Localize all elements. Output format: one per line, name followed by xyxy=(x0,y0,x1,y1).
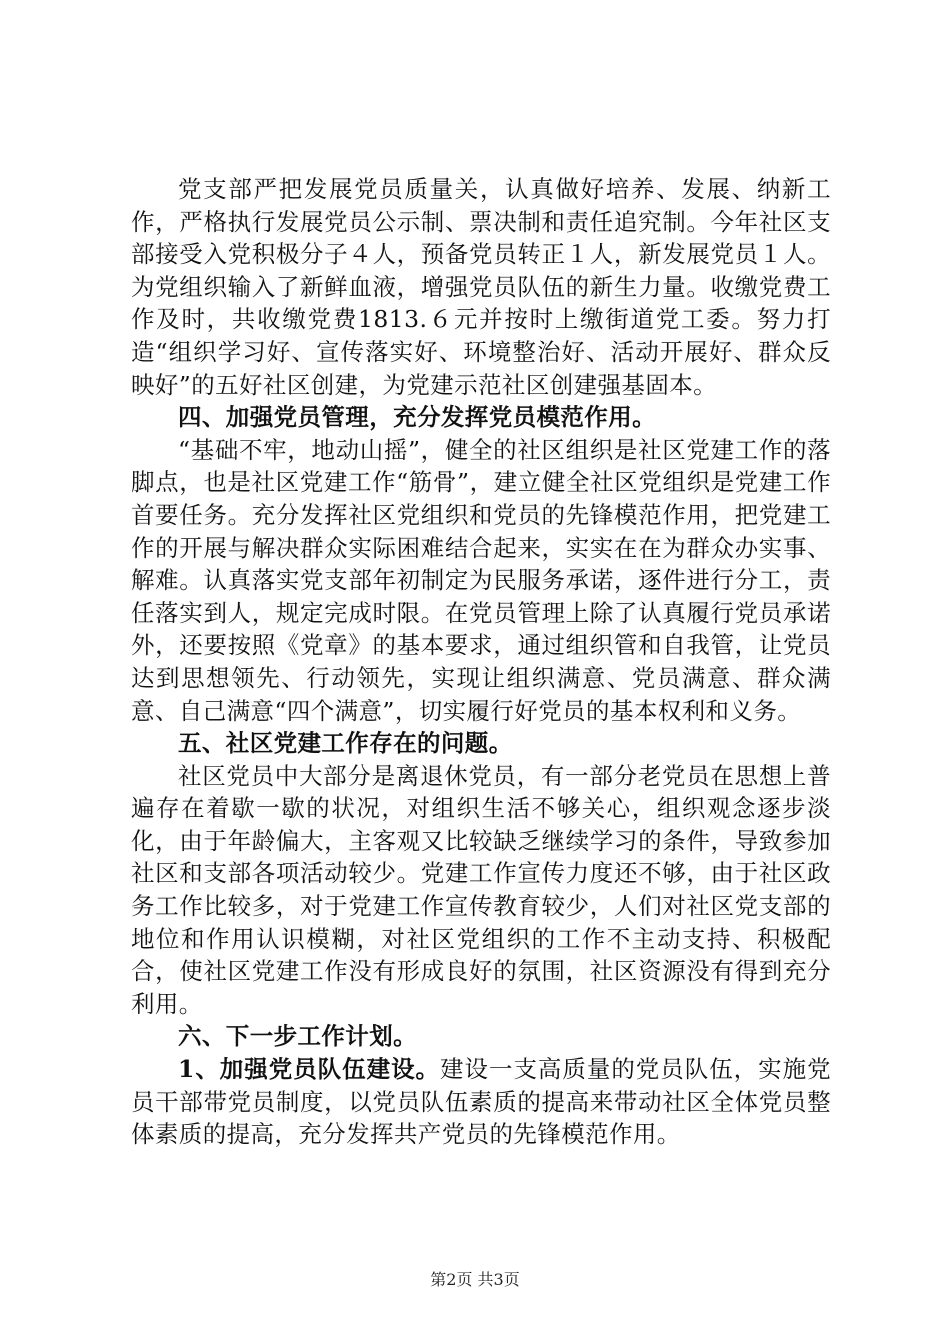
plan-item-body: 建设一支高质量的党员队伍，实施党员干部带党员制度，以党员队伍素质的提高来带动社区全体党员整体素质的提高，充分发挥共产党员的先锋模范作用。 xyxy=(131,1055,831,1149)
paragraph-problems: 社区党员中大部分是离退休党员，有一部分老党员在思想上普遍存在着歇一歇的状况，对组织生活不够关心，组织观念逐步淡化，由于年龄偏大，主客观又比较缺乏继续学习的条件，导致参加社区和支部各项活动较少。党建工作宣传力度还不够，由于社区政务工作比较多，对于党建工作宣传教育较少，人们对社区党支部的地位和作用认识模糊，对社区党组织的工作不主动支持、积极配合，使社区党建工作没有形成良好的氛围，社区资源没有得到充分利用。 xyxy=(131,761,831,1018)
document-body xyxy=(131,173,831,1151)
paragraph-party-development: 党支部严把发展党员质量关，认真做好培养、发展、纳新工作，严格执行发展党员公示制、票决制和责任追究制。今年社区支部接受入党积极分子４人，预备党员转正１人，新发展党员１人。为党组织输入了新鲜血液，增强党员队伍的新生力量。收缴党费工作及时，共收缴党费1813.６元并按时上缴街道党工委。努力打造“组织学习好、宣传落实好、环境整治好、活动开展好、群众反映好”的五好社区创建，为党建示范社区创建强基固本。 xyxy=(131,175,831,399)
page-footer: 第2页 共3页 xyxy=(430,1270,520,1289)
paragraph-member-management: “基础不牢，地动山摇”，健全的社区组织是社区党建工作的落脚点，也是社区党建工作“筋骨”，建立健全社区党组织是党建工作首要任务。充分发挥社区党组织和党员的先锋模范作用，把党建工作的开展与解决群众实际困难结合起来，实实在在为群众办实事、解难。认真落实党支部年初制定为民服务承诺，逐件进行分工，责任落实到人，规定完成时限。在党员管理上除了认真履行党员承诺外，还要按照《党章》的基本要求，通过组织管和自我管，让党员达到思想领先、行动领先，实现让组织满意、党员满意、群众满意、自己满意“四个满意”，切实履行好党员的基本权利和义务。 xyxy=(131,435,831,725)
plan-item-lead: 1、加强党员队伍建设。 xyxy=(178,1055,441,1084)
paragraph-next-plan-1 xyxy=(131,1053,831,1151)
section-heading-4: 四、加强党员管理，充分发挥党员模范作用。 xyxy=(178,403,656,432)
section-heading-6: 六、下一步工作计划。 xyxy=(178,1022,417,1051)
section-heading-5: 五、社区党建工作存在的问题。 xyxy=(178,729,513,758)
